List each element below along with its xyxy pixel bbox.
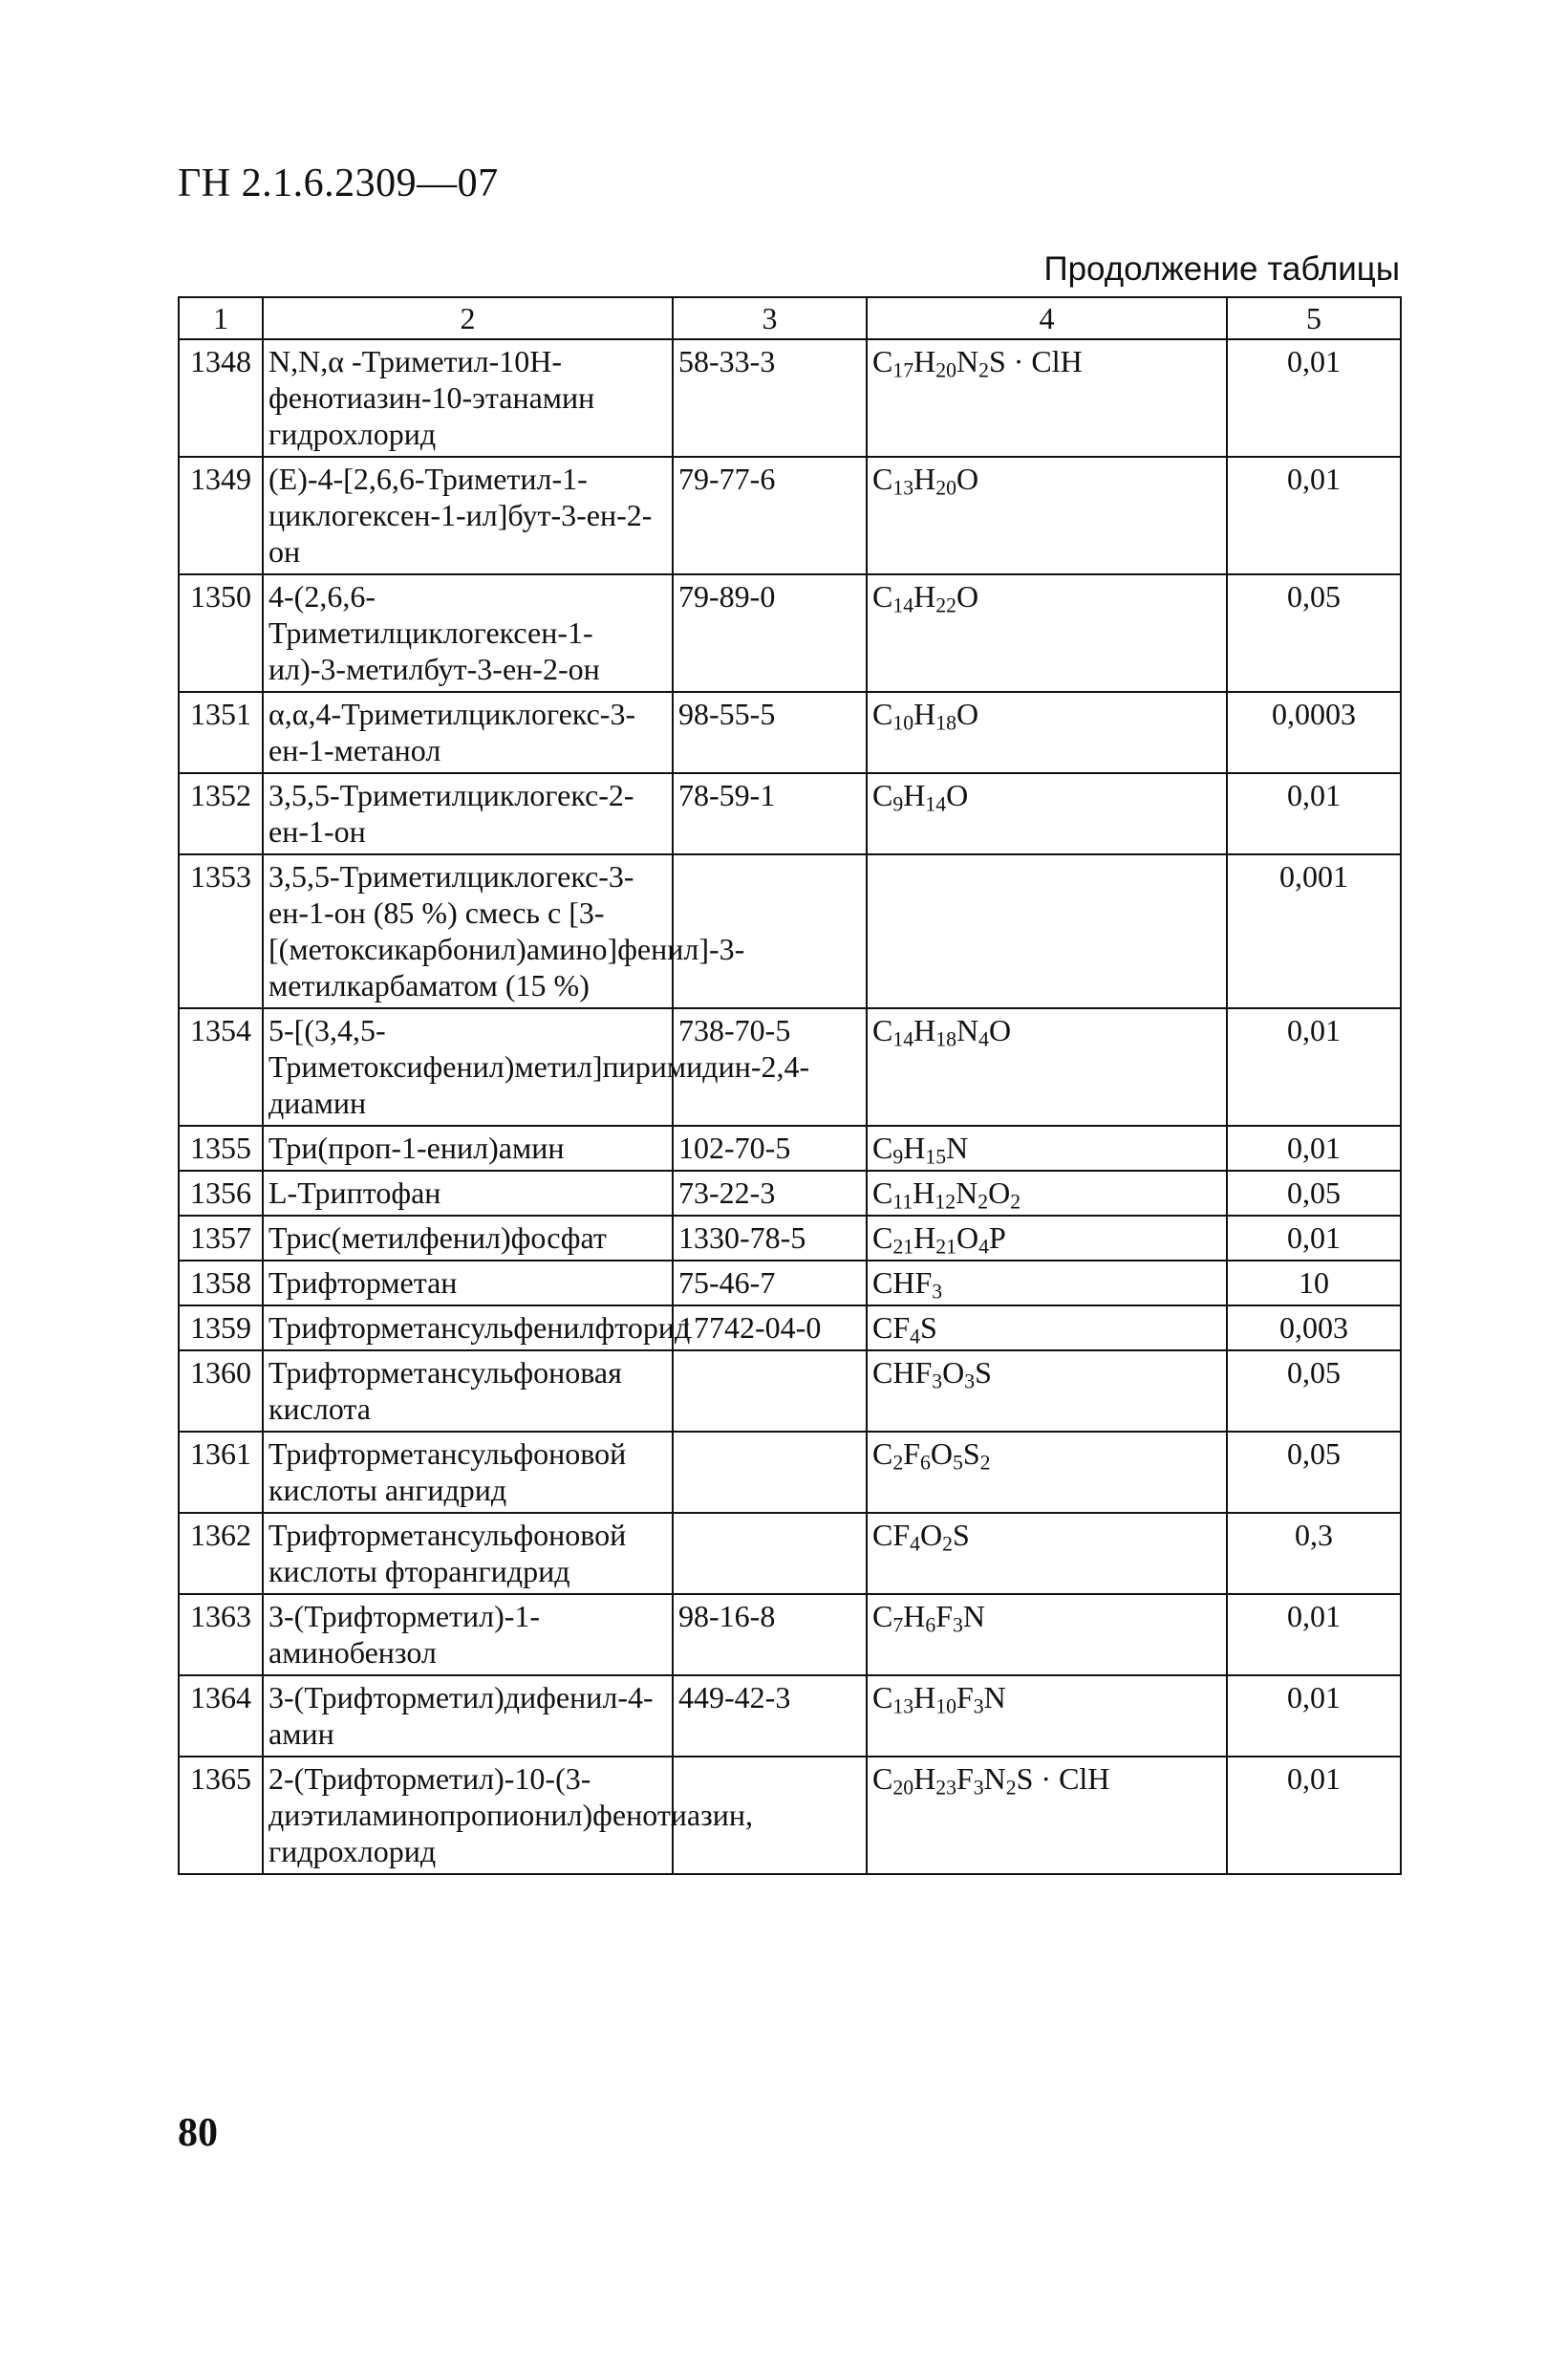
column-header: 1: [179, 297, 263, 339]
table-row: [179, 1126, 1401, 1171]
table-row: [179, 1513, 1401, 1594]
row-number-cell: 1352: [179, 773, 263, 854]
row-number-cell: 1360: [179, 1350, 263, 1432]
row-number-cell: 1363: [179, 1594, 263, 1675]
formula-cell: $C_{13}H_{20}O$: [867, 457, 1227, 574]
table-row: [179, 1216, 1401, 1261]
formula-cell: $C_{21}H_{21}O_4P$: [867, 1216, 1227, 1261]
row-number-cell: 1362: [179, 1513, 263, 1594]
table-row: [179, 1350, 1401, 1432]
limit-value-cell: 0,01: [1227, 457, 1401, 574]
cas-number-cell: 79-77-6: [673, 457, 867, 574]
table-row: [179, 1757, 1401, 1874]
cas-number-cell: 79-89-0: [673, 574, 867, 692]
cas-number-cell: 98-55-5: [673, 692, 867, 773]
document-code: ГН 2.1.6.2309—07: [178, 162, 499, 205]
limit-value-cell: 0,01: [1227, 1594, 1401, 1675]
row-number-cell: 1364: [179, 1675, 263, 1757]
limit-value-cell: 0,0003: [1227, 692, 1401, 773]
formula-cell: $C_9H_{14}O$: [867, 773, 1227, 854]
limit-value-cell: 0,01: [1227, 773, 1401, 854]
substance-name-cell: 2-(Трифторметил)-10-(3-диэтиламинопропионил)фенотиазин, гидрохлорид: [263, 1757, 673, 1874]
table-row: [179, 692, 1401, 773]
limit-value-cell: 0,05: [1227, 1171, 1401, 1216]
substance-name-cell: Три(проп-1-енил)амин: [263, 1126, 673, 1171]
substance-name-cell: 3,5,5-Триметилциклогекс-3-ен-1-он (85 %) смесь с [3-[(метоксикарбонил)амино]фенил]-3-метилкарбаматом (15 %): [263, 854, 673, 1008]
row-number-cell: 1358: [179, 1261, 263, 1305]
row-number-cell: 1357: [179, 1216, 263, 1261]
cas-number-cell: 17742-04-0: [673, 1305, 867, 1350]
table-row: [179, 1432, 1401, 1513]
cas-number-cell: 98-16-8: [673, 1594, 867, 1675]
table-row: [179, 457, 1401, 574]
limit-value-cell: 0,003: [1227, 1305, 1401, 1350]
formula-cell: $CHF_3O_3S$: [867, 1350, 1227, 1432]
cas-number-cell: 738-70-5: [673, 1008, 867, 1126]
page-number: 80: [178, 2111, 218, 2155]
formula-cell: $CF_4S$: [867, 1305, 1227, 1350]
row-number-cell: 1359: [179, 1305, 263, 1350]
formula-cell: $C_{20}H_{23}F_3N_2S$ · ClH: [867, 1757, 1227, 1874]
table-row: [179, 1171, 1401, 1216]
formula-cell: $C_9H_{15}N$: [867, 1126, 1227, 1171]
table-header-row: [179, 297, 1401, 339]
substance-name-cell: 3-(Трифторметил)дифенил-4-амин: [263, 1675, 673, 1757]
row-number-cell: 1356: [179, 1171, 263, 1216]
table-row: [179, 339, 1401, 457]
substance-name-cell: 3,5,5-Триметилциклогекс-2-ен-1-он: [263, 773, 673, 854]
column-header: 5: [1227, 297, 1401, 339]
formula-cell: $C_{13}H_{10}F_3N$: [867, 1675, 1227, 1757]
formula-cell: $CHF_3$: [867, 1261, 1227, 1305]
cas-number-cell: 78-59-1: [673, 773, 867, 854]
row-number-cell: 1348: [179, 339, 263, 457]
substance-name-cell: Трифторметансульфоновая кислота: [263, 1350, 673, 1432]
substance-name-cell: Трифторметансульфоновой кислоты фторангидрид: [263, 1513, 673, 1594]
row-number-cell: 1353: [179, 854, 263, 1008]
limit-value-cell: 10: [1227, 1261, 1401, 1305]
table-row: [179, 773, 1401, 854]
substance-name-cell: Трифторметан: [263, 1261, 673, 1305]
limit-value-cell: 0,05: [1227, 1350, 1401, 1432]
cas-number-cell: 58-33-3: [673, 339, 867, 457]
limit-value-cell: 0,01: [1227, 1008, 1401, 1126]
formula-cell: $C_{14}H_{18}N_4O$: [867, 1008, 1227, 1126]
substance-name-cell: Трифторметансульфенилфторид: [263, 1305, 673, 1350]
limit-value-cell: 0,01: [1227, 1675, 1401, 1757]
row-number-cell: 1361: [179, 1432, 263, 1513]
table-row: [179, 1305, 1401, 1350]
limit-value-cell: 0,05: [1227, 574, 1401, 692]
cas-number-cell: 1330-78-5: [673, 1216, 867, 1261]
limit-value-cell: 0,01: [1227, 1757, 1401, 1874]
substance-name-cell: 4-(2,6,6-Триметилциклогексен-1-ил)-3-метилбут-3-ен-2-он: [263, 574, 673, 692]
formula-cell: $C_{14}H_{22}O$: [867, 574, 1227, 692]
substance-name-cell: L-Триптофан: [263, 1171, 673, 1216]
formula-cell: $C_{10}H_{18}O$: [867, 692, 1227, 773]
cas-number-cell: 75-46-7: [673, 1261, 867, 1305]
limit-value-cell: 0,05: [1227, 1432, 1401, 1513]
column-header: 4: [867, 297, 1227, 339]
limit-value-cell: 0,01: [1227, 339, 1401, 457]
substance-name-cell: Трифторметансульфоновой кислоты ангидрид: [263, 1432, 673, 1513]
formula-cell: $C_{17}H_{20}N_2S$ · ClH: [867, 339, 1227, 457]
substance-name-cell: (E)-4-[2,6,6-Триметил-1-циклогексен-1-ил]бут-3-ен-2-он: [263, 457, 673, 574]
table-row: [179, 1594, 1401, 1675]
column-header: 3: [673, 297, 867, 339]
table-row: [179, 1008, 1401, 1126]
formula-cell: $CF_4O_2S$: [867, 1513, 1227, 1594]
row-number-cell: 1365: [179, 1757, 263, 1874]
table-row: [179, 1675, 1401, 1757]
cas-number-cell: [673, 1513, 867, 1594]
cas-number-cell: [673, 1432, 867, 1513]
substance-name-cell: α,α,4-Триметилциклогекс-3-ен-1-метанол: [263, 692, 673, 773]
table-row: [179, 854, 1401, 1008]
row-number-cell: 1349: [179, 457, 263, 574]
row-number-cell: 1354: [179, 1008, 263, 1126]
substance-name-cell: Трис(метилфенил)фосфат: [263, 1216, 673, 1261]
limit-value-cell: 0,001: [1227, 854, 1401, 1008]
formula-cell: $C_{11}H_{12}N_2O_2$: [867, 1171, 1227, 1216]
row-number-cell: 1350: [179, 574, 263, 692]
limit-value-cell: 0,3: [1227, 1513, 1401, 1594]
row-number-cell: 1355: [179, 1126, 263, 1171]
column-header: 2: [263, 297, 673, 339]
cas-number-cell: [673, 1350, 867, 1432]
limit-value-cell: 0,01: [1227, 1126, 1401, 1171]
table-continuation-label: Продолжение таблицы: [1043, 250, 1400, 288]
table-row: [179, 1261, 1401, 1305]
cas-number-cell: 449-42-3: [673, 1675, 867, 1757]
formula-cell: [867, 854, 1227, 1008]
table-row: [179, 574, 1401, 692]
cas-number-cell: 73-22-3: [673, 1171, 867, 1216]
limit-value-cell: 0,01: [1227, 1216, 1401, 1261]
substance-name-cell: 3-(Трифторметил)-1-аминобензол: [263, 1594, 673, 1675]
formula-cell: $C_7H_6F_3N$: [867, 1594, 1227, 1675]
substance-name-cell: N,N,α -Триметил-10H-фенотиазин-10-этанамин гидрохлорид: [263, 339, 673, 457]
substances-table: [178, 296, 1402, 1875]
cas-number-cell: 102-70-5: [673, 1126, 867, 1171]
row-number-cell: 1351: [179, 692, 263, 773]
formula-cell: $C_2F_6O_5S_2$: [867, 1432, 1227, 1513]
substance-name-cell: 5-[(3,4,5-Триметоксифенил)метил]пиримидин-2,4-диамин: [263, 1008, 673, 1126]
